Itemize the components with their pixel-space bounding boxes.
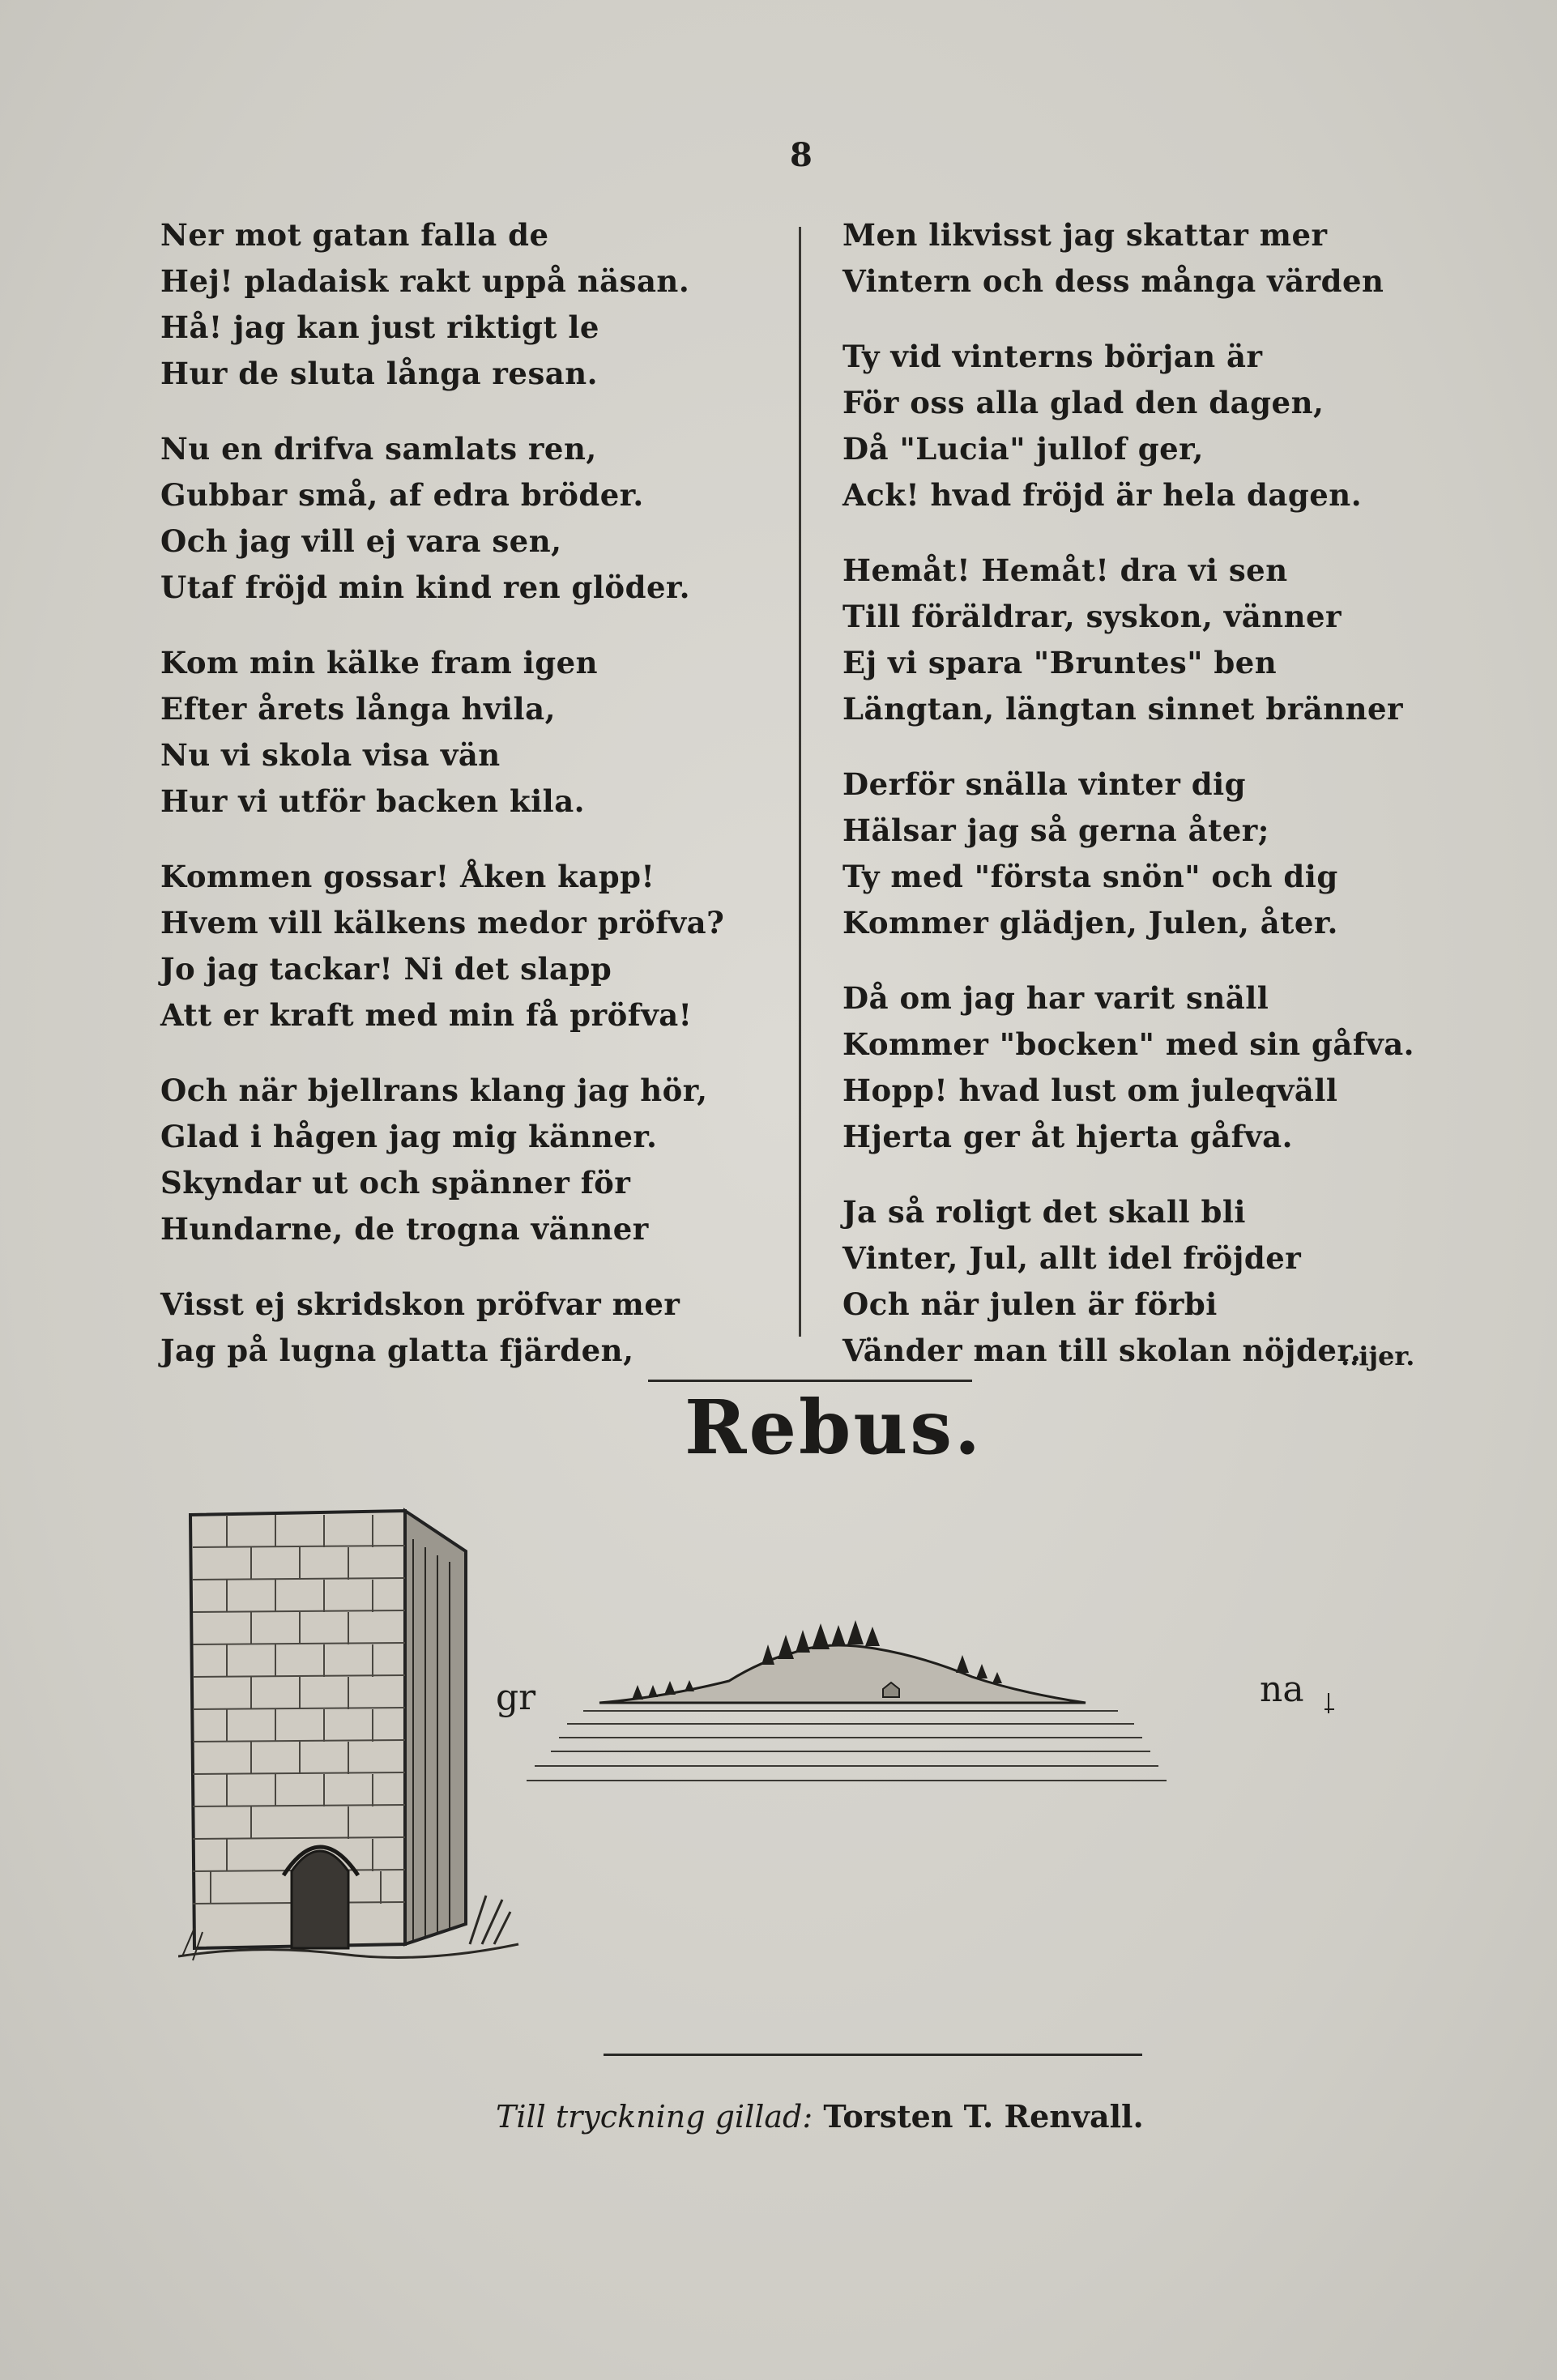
poem-line: Ty vid vinterns början är [842, 339, 1263, 374]
poem-line: Jag på lugna glatta fjärden, [160, 1333, 634, 1368]
stanza [160, 854, 776, 1039]
poem-line: För oss alla glad den dagen, [842, 385, 1325, 420]
imprint-prefix: Till tryckning gillad: [496, 2099, 813, 2135]
poem-line: Hå! jag kan just riktigt le [160, 309, 599, 345]
poem-line: Ty med "första snön" och dig [842, 859, 1338, 894]
stanza [160, 640, 776, 825]
rebus-rule-top [648, 1380, 972, 1382]
poem-line: Kommen gossar! Åken kapp! [160, 859, 655, 894]
poem-line: Ja så roligt det skall bli [842, 1194, 1246, 1230]
poem-line: Efter årets långa hvila, [160, 691, 556, 727]
stanza [842, 334, 1458, 518]
poem-line: Visst ej skridskon pröfvar mer [160, 1286, 680, 1322]
stanza [842, 975, 1458, 1160]
stanza [842, 212, 1458, 305]
poem-line: Vintern och dess många värden [842, 263, 1384, 299]
poem-left-column [160, 212, 776, 1403]
stanza [160, 1282, 776, 1374]
poem-line: Till föräldrar, syskon, vänner [842, 599, 1342, 634]
poem-line: Men likvisst jag skattar mer [842, 217, 1328, 253]
poem-signature: ..ijer. [1341, 1341, 1415, 1371]
poem-line: Ej vi spara "Bruntes" ben [842, 645, 1278, 680]
poem-line: Kommer glädjen, Julen, åter. [842, 905, 1338, 940]
rebus-syllable-na: na [1260, 1669, 1304, 1710]
poem-line: Då om jag har varit snäll [842, 980, 1269, 1016]
stanza [842, 548, 1458, 732]
poem-line: Hälsar jag så gerna åter; [842, 813, 1269, 848]
poem-line: Ack! hvad fröjd är hela dagen. [842, 477, 1363, 513]
stanza [160, 212, 776, 397]
tower-picture [178, 1511, 518, 1960]
poem-line: Ner mot gatan falla de [160, 217, 549, 253]
stanza [160, 1068, 776, 1252]
poem-line: Hundarne, de trogna vänner [160, 1211, 649, 1247]
poem-line: Vinter, Jul, allt idel fröjder [842, 1240, 1302, 1276]
page-number: 8 [790, 136, 813, 174]
rebus-syllable-gr: gr [496, 1677, 536, 1718]
stanza [842, 761, 1458, 946]
rebus-illustration [178, 1491, 1377, 1993]
poem-line: Derför snälla vinter dig [842, 766, 1247, 802]
stanza [160, 426, 776, 611]
poem-line: Nu en drifva samlats ren, [160, 431, 597, 467]
poem-line: Kom min kälke fram igen [160, 645, 599, 680]
poem-line: Hur vi utför backen kila. [160, 783, 586, 819]
poem-line: Och när bjellrans klang jag hör, [160, 1073, 708, 1108]
poem-line: Hej! pladaisk rakt uppå näsan. [160, 263, 690, 299]
poem-line: Längtan, längtan sinnet bränner [842, 691, 1404, 727]
column-divider [799, 227, 801, 1337]
imprint-rule [604, 2054, 1142, 2056]
poem-line: Kommer "bocken" med sin gåfva. [842, 1026, 1415, 1062]
poem-line: Utaf fröjd min kind ren glöder. [160, 569, 691, 605]
imprint-name: Torsten T. Renvall. [823, 2098, 1144, 2135]
poem-line: Och när julen är förbi [842, 1286, 1218, 1322]
poem-line: Att er kraft med min få pröfva! [160, 997, 693, 1033]
poem-line: Hopp! hvad lust om juleqväll [842, 1073, 1338, 1108]
poem-line: Hvem vill kälkens medor pröfva? [160, 905, 725, 940]
poem-line: Glad i hågen jag mig känner. [160, 1119, 658, 1154]
poem-line: Hur de sluta långa resan. [160, 356, 599, 391]
poem-line: Jo jag tackar! Ni det slapp [160, 951, 612, 987]
poem-line: Då "Lucia" jullof ger, [842, 431, 1204, 467]
poem-line: Gubbar små, af edra bröder. [160, 477, 644, 513]
imprint [496, 2098, 1144, 2135]
poem-line: Nu vi skola visa vän [160, 737, 501, 773]
poem-right-column [842, 212, 1458, 1403]
rebus-title: Rebus. [685, 1384, 983, 1471]
poem-line: Hjerta ger åt hjerta gåfva. [842, 1119, 1293, 1154]
island-picture [527, 1620, 1334, 1781]
poem-line: Skyndar ut och spänner för [160, 1165, 631, 1201]
poem-line: Vänder man till skolan nöjder. [842, 1333, 1362, 1368]
poem-line: Hemåt! Hemåt! dra vi sen [842, 552, 1288, 588]
poem-line: Och jag vill ej vara sen, [160, 523, 562, 559]
